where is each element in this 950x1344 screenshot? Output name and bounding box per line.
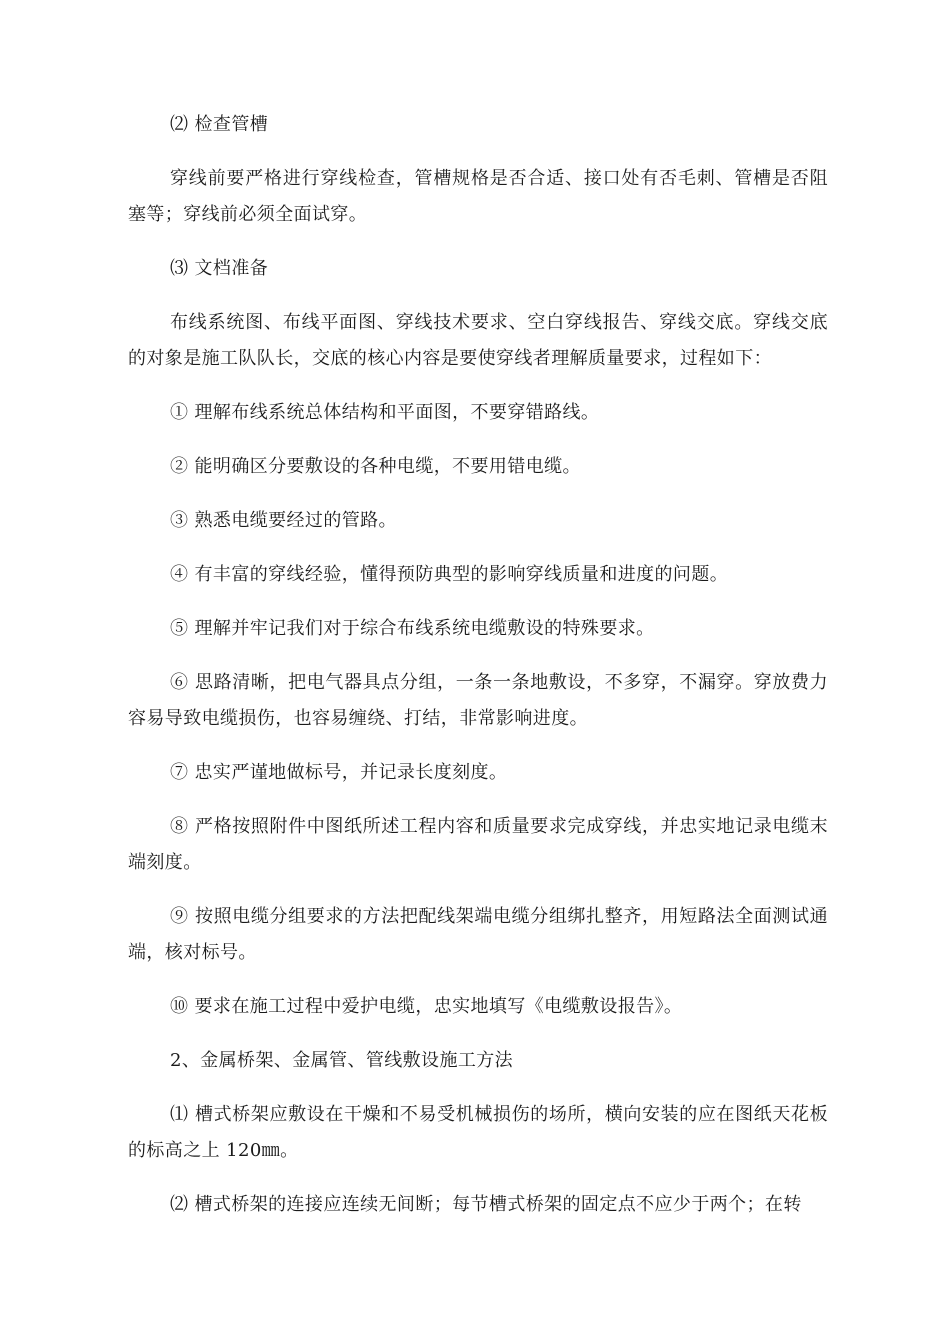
list-item-5: ⑤ 理解并牢记我们对于综合布线系统电缆敷设的特殊要求。	[170, 618, 655, 639]
list-item-6: ⑥ 思路清晰，把电气器具点分组，一条一条地敷设，不多穿，不漏穿。穿放费力容易导致电缆损伤，也容易缠绕、打结，非常影响进度。	[128, 672, 828, 729]
list-item-1: ① 理解布线系统总体结构和平面图，不要穿错路线。	[170, 402, 600, 423]
list-item-4: ④ 有丰富的穿线经验，懂得预防典型的影响穿线质量和进度的问题。	[170, 564, 729, 585]
subheading-check-conduit: ⑵ 检查管槽	[170, 114, 269, 135]
paragraph-document-list: 布线系统图、布线平面图、穿线技术要求、空白穿线报告、穿线交底。穿线交底的对象是施工队队长，交底的核心内容是要使穿线者理解质量要求，过程如下：	[128, 312, 828, 369]
list-item-10: ⑩ 要求在施工过程中爱护电缆，忠实地填写《电缆敷设报告》。	[170, 996, 683, 1017]
list-item-9: ⑨ 按照电缆分组要求的方法把配线架端电缆分组绑扎整齐，用短路法全面测试通端，核对标号。	[128, 906, 828, 963]
paragraph-conduit-inspection: 穿线前要严格进行穿线检查，管槽规格是否合适、接口处有否毛刺、管槽是否阻塞等；穿线前必须全面试穿。	[128, 168, 828, 225]
document-body	[128, 107, 828, 1241]
paragraph-tray-installation: ⑴ 槽式桥架应敷设在干燥和不易受机械损伤的场所，横向安装的应在图纸天花板的标高之上 120㎜。	[128, 1104, 828, 1161]
list-item-8: ⑧ 严格按照附件中图纸所述工程内容和质量要求完成穿线，并忠实地记录电缆末端刻度。	[128, 816, 828, 873]
list-item-3: ③ 熟悉电缆要经过的管路。	[170, 510, 397, 531]
subheading-document-preparation: ⑶ 文档准备	[170, 258, 269, 279]
list-item-2: ② 能明确区分要敷设的各种电缆，不要用错电缆。	[170, 456, 581, 477]
section-heading-metal-tray: 2、金属桥架、金属管、管线敷设施工方法	[170, 1050, 514, 1071]
list-item-7: ⑦ 忠实严谨地做标号，并记录长度刻度。	[170, 762, 508, 783]
paragraph-tray-connection: ⑵ 槽式桥架的连接应连续无间断；每节槽式桥架的固定点不应少于两个；在转	[170, 1194, 802, 1215]
